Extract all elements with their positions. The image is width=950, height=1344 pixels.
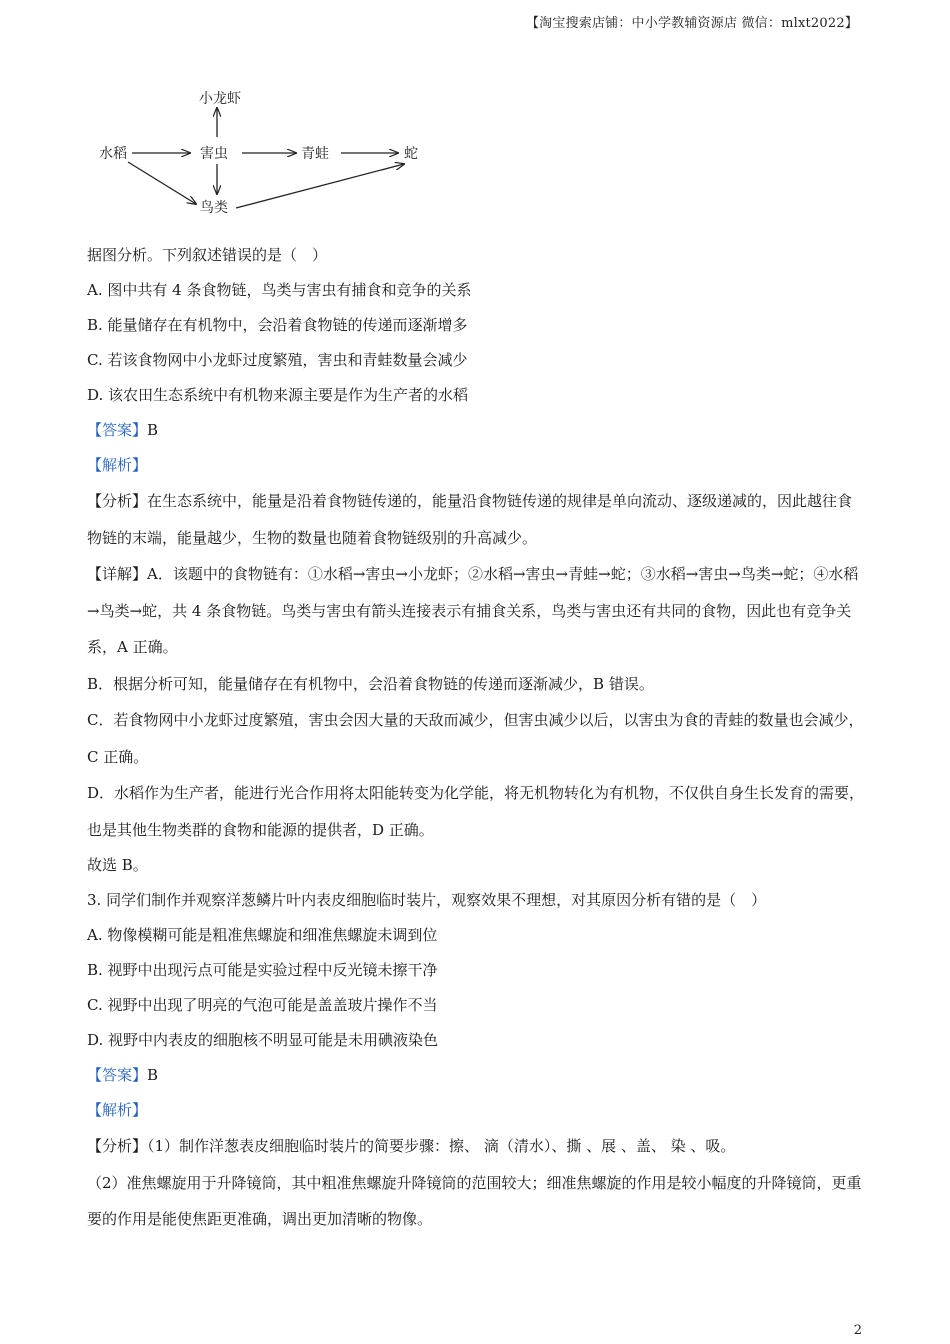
page-number: 2 — [853, 1323, 862, 1338]
q3-fenxi-1 — [87, 1128, 867, 1165]
answer-tag: 【答案】 — [87, 1066, 148, 1084]
food-web-svg — [90, 80, 430, 220]
arrow-shuidao-niaolei — [128, 162, 196, 204]
arrow-niaolei-she — [236, 164, 404, 208]
q2-stem: 据图分析。下列叙述错误的是（ ） — [87, 246, 328, 264]
q2-xiangjie-c: C．若食物网中小龙虾过度繁殖，害虫会因大量的天敌而减少，但害虫减少以后，以害虫为食的青蛙的数量也会减少，C 正确。 — [87, 711, 864, 766]
document-body — [87, 238, 867, 1238]
q2-jiexi — [87, 448, 867, 483]
q3-option-d: D. 视野中内表皮的细胞核不明显可能是未用碘液染色 — [87, 1031, 439, 1049]
node-she: 蛇 — [404, 146, 418, 162]
q2-xiangjie-b: B．根据分析可知，能量储存在有机物中，会沿着食物链的传递而逐渐减少，B 错误。 — [87, 674, 654, 693]
fenxi-tag: 【分析】 — [87, 1137, 148, 1155]
q2-fenxi — [87, 483, 867, 556]
jiexi-tag: 【解析】 — [87, 1101, 148, 1119]
node-qingwa: 青蛙 — [301, 146, 329, 162]
q2-option-c: C. 若该食物网中小龙虾过度繁殖，害虫和青蛙数量会减少 — [87, 351, 468, 369]
node-niaolei: 鸟类 — [200, 200, 228, 216]
q2-xiangjie-a — [87, 556, 867, 666]
node-haichong: 害虫 — [200, 146, 228, 162]
node-shuidao: 水稻 — [99, 146, 127, 162]
answer-value: B — [147, 1066, 159, 1084]
q2-xiangjie-d: D．水稻作为生产者，能进行光合作用将太阳能转变为化学能，将无机物转化为有机物，不仅供自身生长发育的需要，也是其他生物类群的食物和能源的提供者，D 正确。 — [87, 784, 865, 839]
xiangjie-a-text: A．该题中的食物链有：①水稻→害虫→小龙虾；②水稻→害虫→青蛙→蛇；③水稻→害虫→鸟类→蛇；④水稻→鸟类→蛇，共 4 条食物链。鸟类与害虫有箭头连接表示有捕食关系，鸟类与害虫还有共同的食物，因此也有竞争关系，A 正确。 — [87, 565, 859, 656]
food-web-diagram — [90, 80, 430, 220]
fenxi-tag: 【分析】 — [87, 492, 148, 510]
xiangjie-tag: 【详解】 — [87, 565, 148, 583]
answer-value: B — [147, 421, 159, 439]
q3-stem: 3. 同学们制作并观察洋葱鳞片叶内表皮细胞临时装片，观察效果不理想，对其原因分析有错的是（ ） — [87, 891, 767, 909]
q3-option-c: C. 视野中出现了明亮的气泡可能是盖盖玻片操作不当 — [87, 996, 438, 1014]
q2-option-b: B. 能量储存在有机物中，会沿着食物链的传递而逐渐增多 — [87, 316, 468, 334]
q2-option-a: A. 图中共有 4 条食物链，鸟类与害虫有捕食和竞争的关系 — [87, 281, 472, 299]
fenxi-text-1: （1）制作洋葱表皮细胞临时装片的简要步骤：擦、 滴（清水）、撕 、展 、盖、 染 、吸。 — [147, 1137, 736, 1155]
q3-option-a: A. 物像模糊可能是粗准焦螺旋和细准焦螺旋未调到位 — [87, 926, 438, 944]
q2-conclusion: 故选 B。 — [87, 856, 148, 874]
q3-answer — [87, 1058, 867, 1093]
jiexi-tag: 【解析】 — [87, 456, 148, 474]
q3-jiexi — [87, 1093, 867, 1128]
page-header: 【淘宝搜索店铺：中小学教辅资源店 微信：mlxt2022】 — [525, 16, 858, 31]
q2-answer — [87, 413, 867, 448]
q2-option-d: D. 该农田生态系统中有机物来源主要是作为生产者的水稻 — [87, 386, 469, 404]
answer-tag: 【答案】 — [87, 421, 148, 439]
q3-option-b: B. 视野中出现污点可能是实验过程中反光镜未擦干净 — [87, 961, 438, 979]
node-xiaolongxia: 小龙虾 — [199, 91, 241, 107]
fenxi-text: 在生态系统中，能量是沿着食物链传递的，能量沿食物链传递的规律是单向流动、逐级递减的，因此越往食物链的末端，能量越少，生物的数量也随着食物链级别的升高减少。 — [87, 492, 853, 547]
q3-fenxi-2: （2）准焦螺旋用于升降镜筒，其中粗准焦螺旋升降镜筒的范围较大；细准焦螺旋的作用是较小幅度的升降镜筒，更重要的作用是能使焦距更准确，调出更加清晰的物像。 — [87, 1173, 862, 1228]
